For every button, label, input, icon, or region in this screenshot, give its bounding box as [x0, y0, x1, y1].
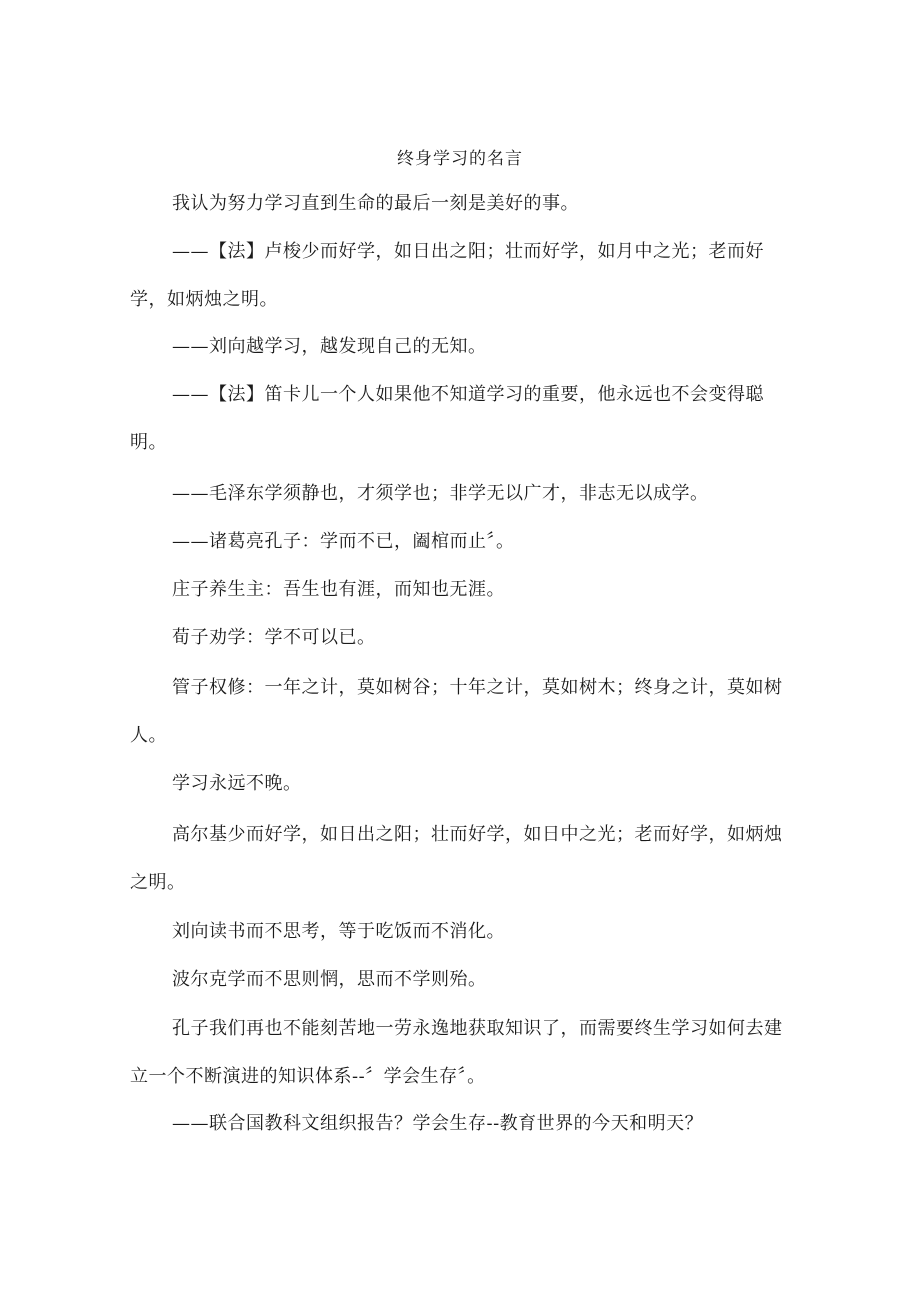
paragraph-6: ——诸葛亮孔子：学而不已，阖棺而止〞。: [172, 531, 515, 552]
paragraph-14: 孔子我们再也不能刻苦地一劳永逸地获取知识了，而需要终生学习如何去建立一个不断演进的知识体系--〞学会生存〞。: [130, 1018, 783, 1087]
paragraph-15: ——联合国教科文组织报告？学会生存--教育世界的今天和明天？: [172, 1113, 704, 1134]
paragraph-5: ——毛泽东学须静也，才须学也；非学无以广才，非志无以成学。: [172, 483, 709, 504]
paragraph-4: ——【法】笛卡儿一个人如果他不知道学习的重要，他永远也不会变得聪明。: [130, 384, 764, 453]
paragraph-8: 荀子劝学：学不可以已。: [172, 627, 376, 648]
paragraph-11: 高尔基少而好学，如日出之阳；壮而好学，如日中之光；老而好学，如炳烛之明。: [130, 824, 783, 893]
document-title: 终身学习的名言: [397, 149, 523, 169]
paragraph-10: 学习永远不晚。: [172, 773, 302, 794]
paragraph-7: 庄子养生主：吾生也有涯，而知也无涯。: [172, 579, 505, 600]
paragraph-3: ——刘向越学习，越发现自己的无知。: [172, 336, 487, 357]
paragraph-2: ——【法】卢梭少而好学，如日出之阳；壮而好学，如月中之光；老而好学，如炳烛之明。: [130, 241, 764, 310]
paragraph-9: 管子权修：一年之计，莫如树谷；十年之计，莫如树木；终身之计，莫如树人。: [130, 677, 783, 746]
paragraph-12: 刘向读书而不思考，等于吃饭而不消化。: [172, 921, 505, 942]
paragraph-1: 我认为努力学习直到生命的最后一刻是美好的事。: [172, 193, 579, 214]
paragraph-13: 波尔克学而不思则惘，思而不学则殆。: [172, 969, 487, 990]
